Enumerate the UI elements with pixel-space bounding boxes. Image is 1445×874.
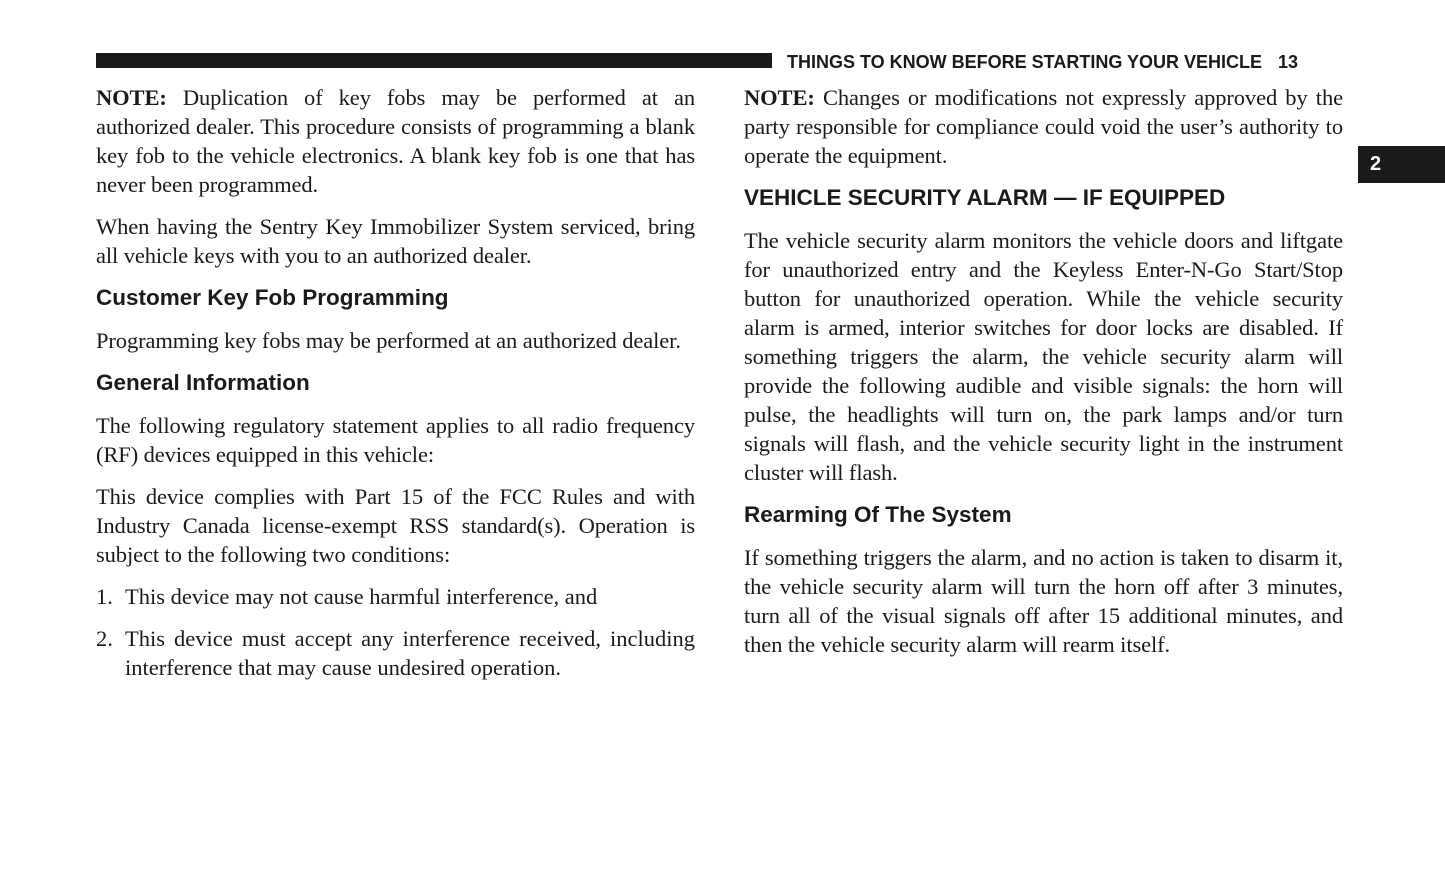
- note-text: Changes or modifications not expressly approved by the party responsible for compliance could void the user’s authority to operate the equipment.: [744, 85, 1343, 168]
- conditions-list: [96, 582, 695, 682]
- paragraph-key-fob-programming: Programming key fobs may be performed at an authorized dealer.: [96, 328, 681, 353]
- list-item: [96, 582, 695, 611]
- note-modifications: [744, 83, 1343, 170]
- running-header: [787, 50, 1347, 74]
- note-key-fob-duplication: [96, 83, 695, 199]
- left-column: [96, 83, 695, 695]
- paragraph-rearming: If something triggers the alarm, and no action is taken to disarm it, the vehicle security alarm will turn the horn off after 3 minutes, turn all of the visual signals off after 15 additional minutes, and then the vehicle security alarm will rearm itself.: [744, 545, 1343, 657]
- paragraph-regulatory-statement: The following regulatory statement applies to all radio frequency (RF) devices equipped in this vehicle:: [96, 413, 695, 467]
- page-number: 13: [1278, 52, 1299, 72]
- list-item-number: 1.: [96, 584, 113, 609]
- heading-vehicle-security-alarm: VEHICLE SECURITY ALARM — IF EQUIPPED: [744, 185, 1226, 210]
- note-label: NOTE:: [96, 85, 167, 110]
- heading-general-information: General Information: [96, 370, 310, 395]
- paragraph-fcc-compliance: This device complies with Part 15 of the FCC Rules and with Industry Canada license-exempt RSS standard(s). Operation is subject to the following two conditions:: [96, 484, 695, 567]
- list-item-text: This device must accept any interference received, including interference that may cause undesired operation.: [125, 626, 695, 680]
- header-rule-bar: [96, 53, 772, 68]
- heading-customer-key-fob-programming: Customer Key Fob Programming: [96, 285, 449, 310]
- running-title: THINGS TO KNOW BEFORE STARTING YOUR VEHICLE: [787, 52, 1263, 72]
- note-label: NOTE:: [744, 85, 815, 110]
- list-item-text: This device may not cause harmful interference, and: [125, 584, 598, 609]
- note-text: Duplication of key fobs may be performed at an authorized dealer. This procedure consists of programming a blank key fob to the vehicle electronics. A blank key fob is one that has never been programmed.: [96, 85, 695, 197]
- paragraph-immobilizer-service: When having the Sentry Key Immobilizer System serviced, bring all vehicle keys with you to an authorized dealer.: [96, 214, 695, 268]
- paragraph-security-alarm: The vehicle security alarm monitors the vehicle doors and liftgate for unauthorized entry and the Keyless Enter-N-Go Start/Stop button for unauthorized operation. While the vehicle security alarm is armed, interior switches for door locks are disabled. If something triggers the alarm, the vehicle security alarm will provide the following audible and visible signals: the horn will pulse, the headlights will turn on, the park lamps and/or turn signals will flash, and the vehicle security light in the instrument cluster will flash.: [744, 228, 1343, 485]
- heading-rearming-the-system: Rearming Of The System: [744, 502, 1012, 527]
- list-item-number: 2.: [96, 626, 113, 651]
- list-item: [96, 624, 695, 682]
- chapter-tab: 2: [1358, 146, 1445, 183]
- right-column: [744, 83, 1343, 672]
